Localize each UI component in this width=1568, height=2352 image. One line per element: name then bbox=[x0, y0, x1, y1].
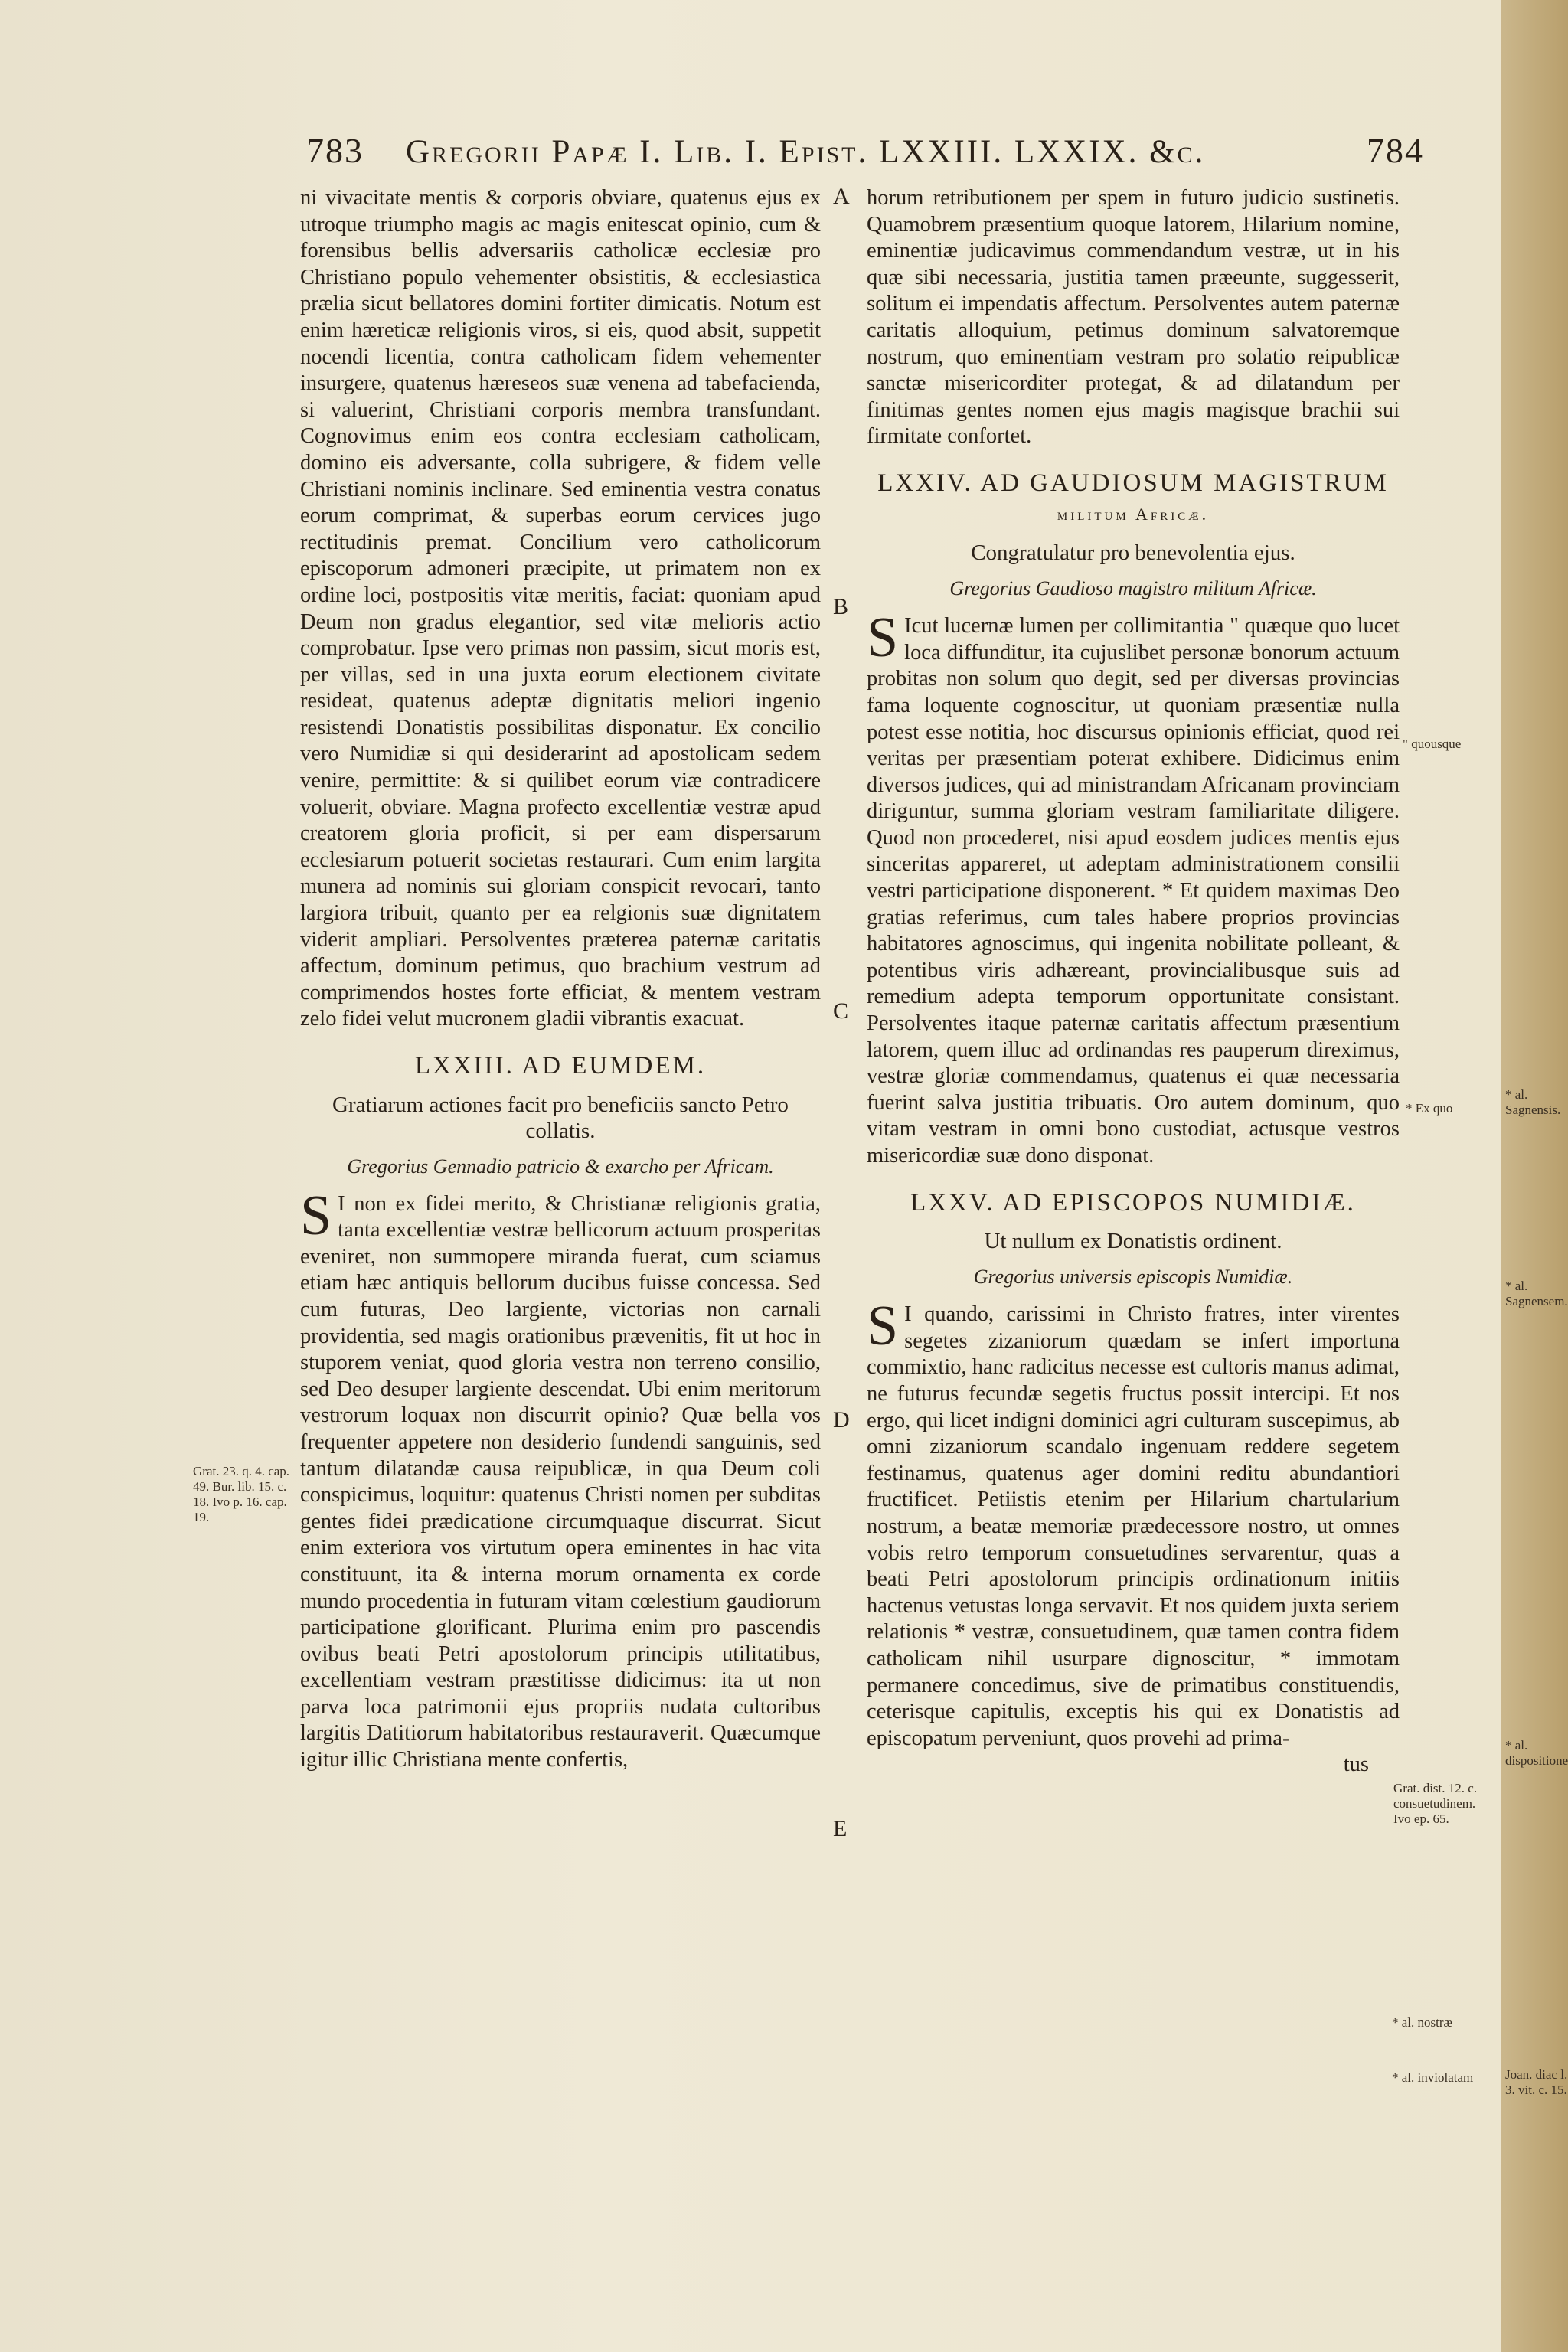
section-marker-e: E bbox=[833, 1816, 848, 1841]
edge-note-3: * al. dispositione bbox=[1505, 1738, 1568, 1768]
epistle-summary-lxxiii: Gratiarum actiones facit pro beneficiis sancto Petro collatis. bbox=[332, 1092, 789, 1143]
margin-note-nostrae: * al. nostræ bbox=[1392, 2015, 1452, 2030]
epistle-address-lxxiv: Gregorius Gaudioso magistro militum Africæ. bbox=[949, 577, 1317, 600]
epistle-heading-lxxiii: LXXIII. AD EUMDEM. bbox=[414, 1052, 707, 1080]
right-paragraph-2-text: Icut lucernæ lumen per collimitantia " quæque quo lucet loca diffunditur, ita cujuslibet personæ bonorum actuum probitas non solum quo degit, sed per diversas provincias fama loquente cognoscitur, ut quoniam præsentiæ nulla potest esse notitia, hoc discursus opinionis efficiat, quod rei veritas per præsentiam poterat exhibere. Didicimus enim diversos judices, qui ad ministrandam Africanam provinciam diriguntur, summa gloriam vestram familiaritate diligere. Quod non procederet, nisi apud eosdem judices mentis ejus sinceritas appareret, ut adeptam administrationem consilii vestri participatione disponerent. * Et quidem maximas Deo gratias referimus, cum tales habere proprios provincias habitatores agnoscimus, qui ingenita nobilitate polleant, & potentibus viris adhæreant, provincialibusque suis ad remedium adepta temporum opportunitate consistant. Persolventes itaque paternæ caritatis affectum præsentium latorem, quem illuc ad ordinandas res pauperum direximus, vestræ gloriæ commendamus, quatenus ei quæ necessaria fuerint salva justitia tribuatis. Oro autem dominum, quo vitam vestram in omni bono custodiat, actusque vestros misericordiæ suæ dono disponat. bbox=[867, 614, 1400, 1168]
drop-cap: S bbox=[867, 1295, 899, 1358]
edge-note-4: Joan. diac l. 3. vit. c. 15. bbox=[1505, 2067, 1568, 2097]
margin-note-inviolatam: * al. inviolatam bbox=[1392, 2070, 1474, 2085]
section-marker-b: B bbox=[833, 594, 849, 619]
epistle-subheading-lxxiv: militum Africæ. bbox=[1057, 504, 1210, 524]
left-paragraph-2 bbox=[300, 1184, 821, 1774]
epistle-heading-lxxv: LXXV. AD EPISCOPOS NUMIDIÆ. bbox=[910, 1188, 1356, 1217]
drop-cap: S bbox=[300, 1184, 332, 1247]
facing-page-edge bbox=[1501, 0, 1568, 2352]
margin-citation: Grat. 23. q. 4. cap. 49. Bur. lib. 15. c. 18. Ivo p. 16. cap. 19. bbox=[193, 1464, 290, 1524]
page-number-left: 783 bbox=[306, 131, 364, 170]
left-paragraph-1: ni vivacitate mentis & corporis obviare, quatenus ejus ex utroque triumpho magis ac magis enitescat opinio, cum & forensibus bellis adversariis catholicæ ecclesiæ pro Christiano populo vehementer obsistitis, & ecclesiastica prælia sicut bellatores domini fortiter dimicatis. Notum est enim hæreticæ religionis viros, si eis, quod absit, suppetit nocendi licentia, contra catholicam fidem vehementer insurgere, quatenus hæreseos suæ venena ad tabefacienda, si valuerint, Christiani corporis membra transfundant. Cognovimus enim eos contra ecclesiam catholicam, domino eis adversante, colla subrigere, & fidem velle Christiani nominis inclinare. Sed eminentia vestra conatus eorum comprimat, & superbas eorum cervices jugo rectitudinis premat. Concilium vero catholicorum episcoporum admoneri præcipite, ut primatem non ex ordine loci, postpositis vitæ meritis, faciat: quoniam apud Deum non gradus elegantior, sed vitæ melioris actio comprobatur. Ipse vero primas non passim, sicut moris est, per villas, sed in una juxta eorum electionem civitate resideat, quatenus adeptæ dignitatis meliori ingenio resistendi Donatistis possibilitas disponatur. Ex concilio vero Numidiæ si qui desiderarint ad apostolicam sedem venire, permittite: & si quilibet eorum viæ contradicere voluerit, obviare. Magna profecto excellentiæ vestræ apud creatorem gloria proficit, si per eam dispersarum ecclesiarum potuerit societas restaurari. Cum enim largita munera ad nominis sui gloriam conspicit revocari, tanto largiora tribuit, quanto per ea relgionis suæ dignitatem viderit ampliari. Persolventes præterea paternæ caritatis affectum, dominum petimus, quo brachium vestrum ad comprimendos hostes forte efficiat, & mentem vestram zelo fidei velut mucronem gladii vibrantis exacuat. bbox=[300, 186, 821, 1031]
epistle-address-lxxv: Gregorius universis episcopis Numidiæ. bbox=[973, 1266, 1293, 1289]
right-column bbox=[867, 185, 1400, 1779]
edge-note-2: * al. Sagnensem. bbox=[1505, 1279, 1568, 1308]
section-marker-d: D bbox=[833, 1407, 850, 1432]
edge-note-1: * al. Sagnensis. bbox=[1505, 1087, 1561, 1117]
left-paragraph-2-text: I non ex fidei merito, & Christianæ religionis gratia, tanta excellentiæ vestræ bellicorum actuum prosperitas eveniret, non summopere miranda fuerat, cum sciamus etiam hæc antiquis bellorum ducibus fuisse concessa. Sed cum futuras, Deo largiente, victorias non carnali providentia, sed magis orationibus prævenitis, fit ut hoc in stuporem veniat, quod gloria vestra non terreno consilio, sed Deo desuper largiente descendat. Ubi enim meritorum vestrorum loquax non discurrit opinio? Quæ bella vos frequenter appetere non desiderio fundendi sanguinis, sed tantum dilatandæ causa reipublicæ, in qua Deum coli conspicimus, loquitur: quatenus Christi nomen per subditas gentes fidei prædicatione circumquaque discurrat. Sicut enim exteriora vos virtutum opera eminentes in hac vita constituunt, ita & interna morum ornamenta ex corde mundo procedentia in futuram vitam cœlestium gaudiorum participatione glorificant. Plurima enim pro pascendis ovibus beati Petri apostolorum principis utilitatibus, excellentiam vestram præstitisse didicimus: ita ut non parva loca patrimonii ejus propriis nudata cultoribus largitis Datitiorum habitatoribus restauraverit. Quæcumque igitur illic Christiana mente confertis, bbox=[300, 1191, 821, 1772]
right-paragraph-3 bbox=[867, 1295, 1400, 1752]
catchword: tus bbox=[1343, 1753, 1369, 1777]
margin-note-gratian: Grat. dist. 12. c. consuetudinem. Ivo ep. 65. bbox=[1393, 1781, 1478, 1826]
drop-cap: S bbox=[867, 606, 899, 670]
left-column bbox=[300, 185, 821, 1774]
epistle-summary-lxxiv: Congratulatur pro benevolentia ejus. bbox=[971, 541, 1295, 566]
epistle-heading-lxxiv: LXXIV. AD GAUDIOSUM MAGISTRUM bbox=[877, 469, 1389, 497]
right-paragraph-3-text: I quando, carissimi in Christo fratres, inter virentes segetes zizaniorum quædam se infert importuna commixtio, hanc radicitus necesse est cultoris manus adimat, ne futurus fecundæ segetis fructus possit intercipi. Et nos ergo, qui licet indigni dominici agri culturam suscepimus, ab omni zizaniorum scandalo ingenuam reddere segetem festinamus, quatenus ager domini reditu abundantiori fructificet. Petiistis etenim per Hilarium chartularium nostrum, a beatæ memoriæ prædecessore nostro, ut omnes vobis retro temporum consuetudines servarentur, quas a beati Petri apostolorum principis ordinationum initiis hactenus vetustas longa servavit. Et nos quidem juxta seriem relationis * vestræ, consuetudinem, quæ tamen contra fidem catholicam nihil usurpare dignoscitur, * immotam permanere concedimus, sive de primatibus constituendis, ceterisque capitulis, exceptis his qui ex Donatistis ad episcopatum perveniunt, quos provehi ad prima- bbox=[867, 1302, 1400, 1750]
margin-note-ex-quo: * Ex quo bbox=[1406, 1101, 1453, 1116]
margin-note-quousque: " quousque bbox=[1403, 737, 1462, 751]
header-title: Gregorii Papæ I. Lib. I. Epist. LXXIII. LXXIX. &c. bbox=[406, 134, 1206, 170]
section-marker-a: A bbox=[833, 184, 850, 209]
page-number-right: 784 bbox=[1367, 131, 1424, 170]
epistle-address-lxxiii: Gregorius Gennadio patricio & exarcho per Africam. bbox=[347, 1155, 774, 1178]
running-header bbox=[306, 122, 1424, 176]
right-paragraph-2 bbox=[867, 606, 1400, 1169]
section-marker-c: C bbox=[833, 998, 849, 1024]
epistle-summary-lxxv: Ut nullum ex Donatistis ordinent. bbox=[984, 1229, 1282, 1254]
right-paragraph-1: horum retributionem per spem in futuro judicio sustinetis. Quamobrem præsentium quoque latorem, Hilarium nomine, eminentiæ judicavimus commendandum vestræ, ut in his quæ sibi necessaria, justitia tamen præeunte, suggesserit, solitum ei impendatis affectum. Persolventes autem paternæ caritatis alloquium, petimus dominum salvatoremque nostrum, quo eminentiam vestram pro solatio reipublicæ sanctæ misericorditer protegat, & ad dilatandum per finitimas gentes nomen ejus magis magisque brachii sui firmitate confortet. bbox=[867, 186, 1400, 449]
